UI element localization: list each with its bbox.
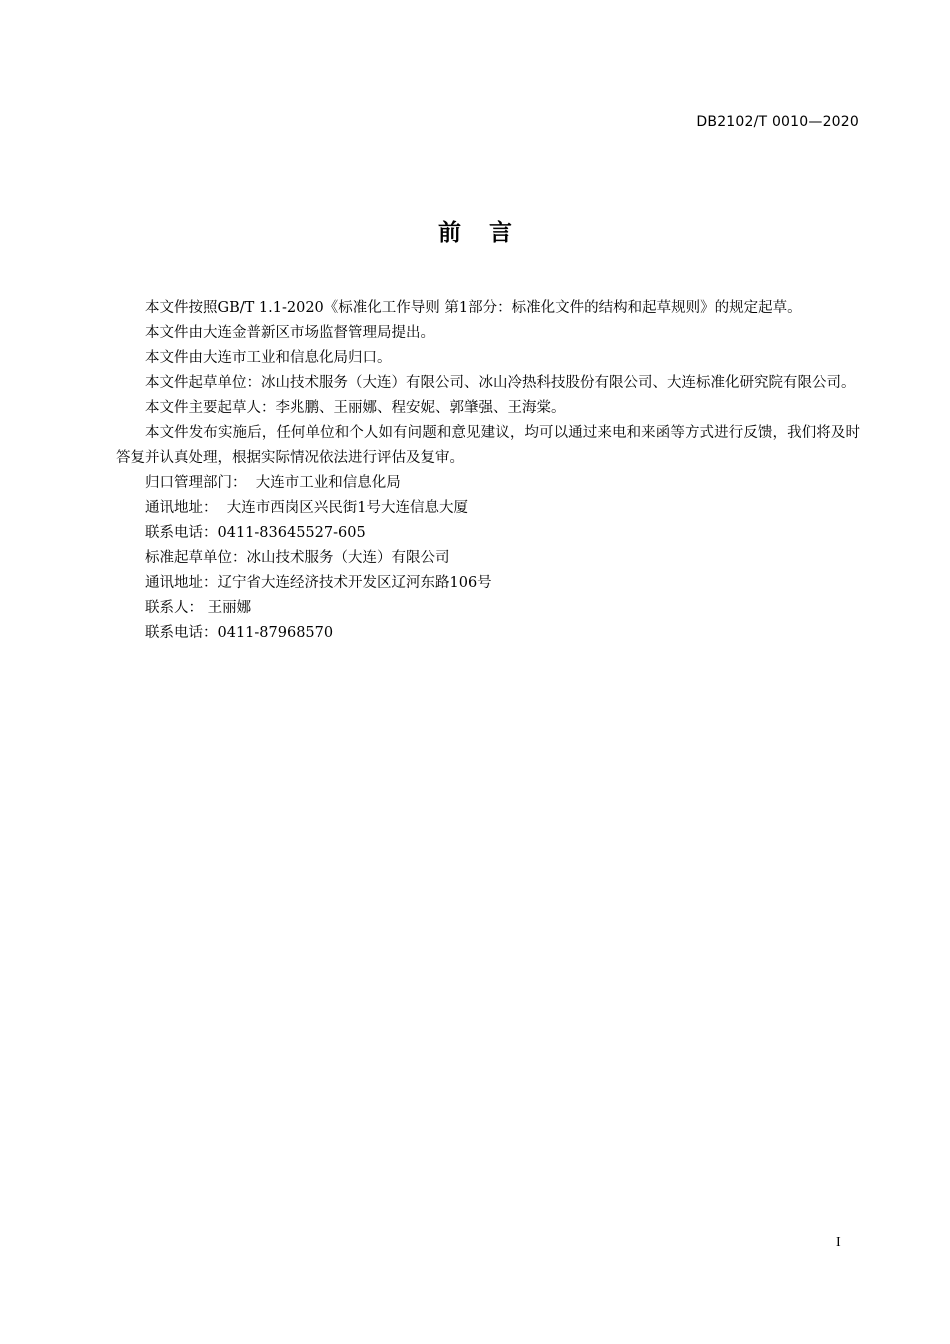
- contact-label: 通讯地址：: [145, 500, 218, 516]
- paragraph-drafting-basis: 本文件按照GB/T 1.1-2020《标准化工作导则 第1部分：标准化文件的结构和起草规则》的规定起草。: [145, 300, 802, 316]
- contact-line: [116, 521, 860, 546]
- contact-value: 0411-83645527-605: [217, 525, 366, 541]
- foreword-body: [116, 296, 860, 646]
- contact-label: 通讯地址：: [145, 575, 218, 591]
- contact-label: 归口管理部门：: [145, 475, 247, 491]
- contact-line: [116, 496, 860, 521]
- page-number: I: [836, 1235, 841, 1250]
- contact-label: 联系人：: [145, 600, 203, 616]
- contact-value: 大连市工业和信息化局: [246, 475, 401, 491]
- contact-label: 标准起草单位：: [145, 550, 247, 566]
- title-char-1: 前: [438, 220, 461, 246]
- contact-value: 大连市西岗区兴民街1号大连信息大厦: [217, 500, 468, 516]
- contact-value: 辽宁省大连经济技术开发区辽河东路106号: [217, 575, 492, 591]
- contact-value: 王丽娜: [203, 600, 252, 616]
- contact-label: 联系电话：: [145, 625, 218, 641]
- contact-line: [116, 596, 860, 621]
- paragraph-drafters: 本文件主要起草人：李兆鹏、王丽娜、程安妮、郭肇强、王海棠。: [145, 400, 566, 416]
- contact-line: [116, 546, 860, 571]
- paragraph-administrator: 本文件由大连市工业和信息化局归口。: [145, 350, 392, 366]
- page-title: [0, 214, 950, 247]
- contact-line: [116, 621, 860, 646]
- contact-line: [116, 571, 860, 596]
- document-code: DB2102/T 0010—2020: [696, 114, 859, 130]
- contact-value: 冰山技术服务（大连）有限公司: [246, 550, 450, 566]
- paragraph-drafting-units: 本文件起草单位：冰山技术服务（大连）有限公司、冰山冷热科技股份有限公司、大连标准化研究院有限公司。: [145, 375, 856, 391]
- title-char-2: 言: [489, 220, 512, 246]
- paragraph-feedback: 本文件发布实施后，任何单位和个人如有问题和意见建议，均可以通过来电和来函等方式进行反馈，我们将及时答复并认真处理，根据实际情况依法进行评估及复审。: [116, 425, 860, 466]
- contact-line: [116, 471, 860, 496]
- contact-value: 0411-87968570: [217, 625, 334, 641]
- contact-label: 联系电话：: [145, 525, 218, 541]
- paragraph-proposer: 本文件由大连金普新区市场监督管理局提出。: [145, 325, 435, 341]
